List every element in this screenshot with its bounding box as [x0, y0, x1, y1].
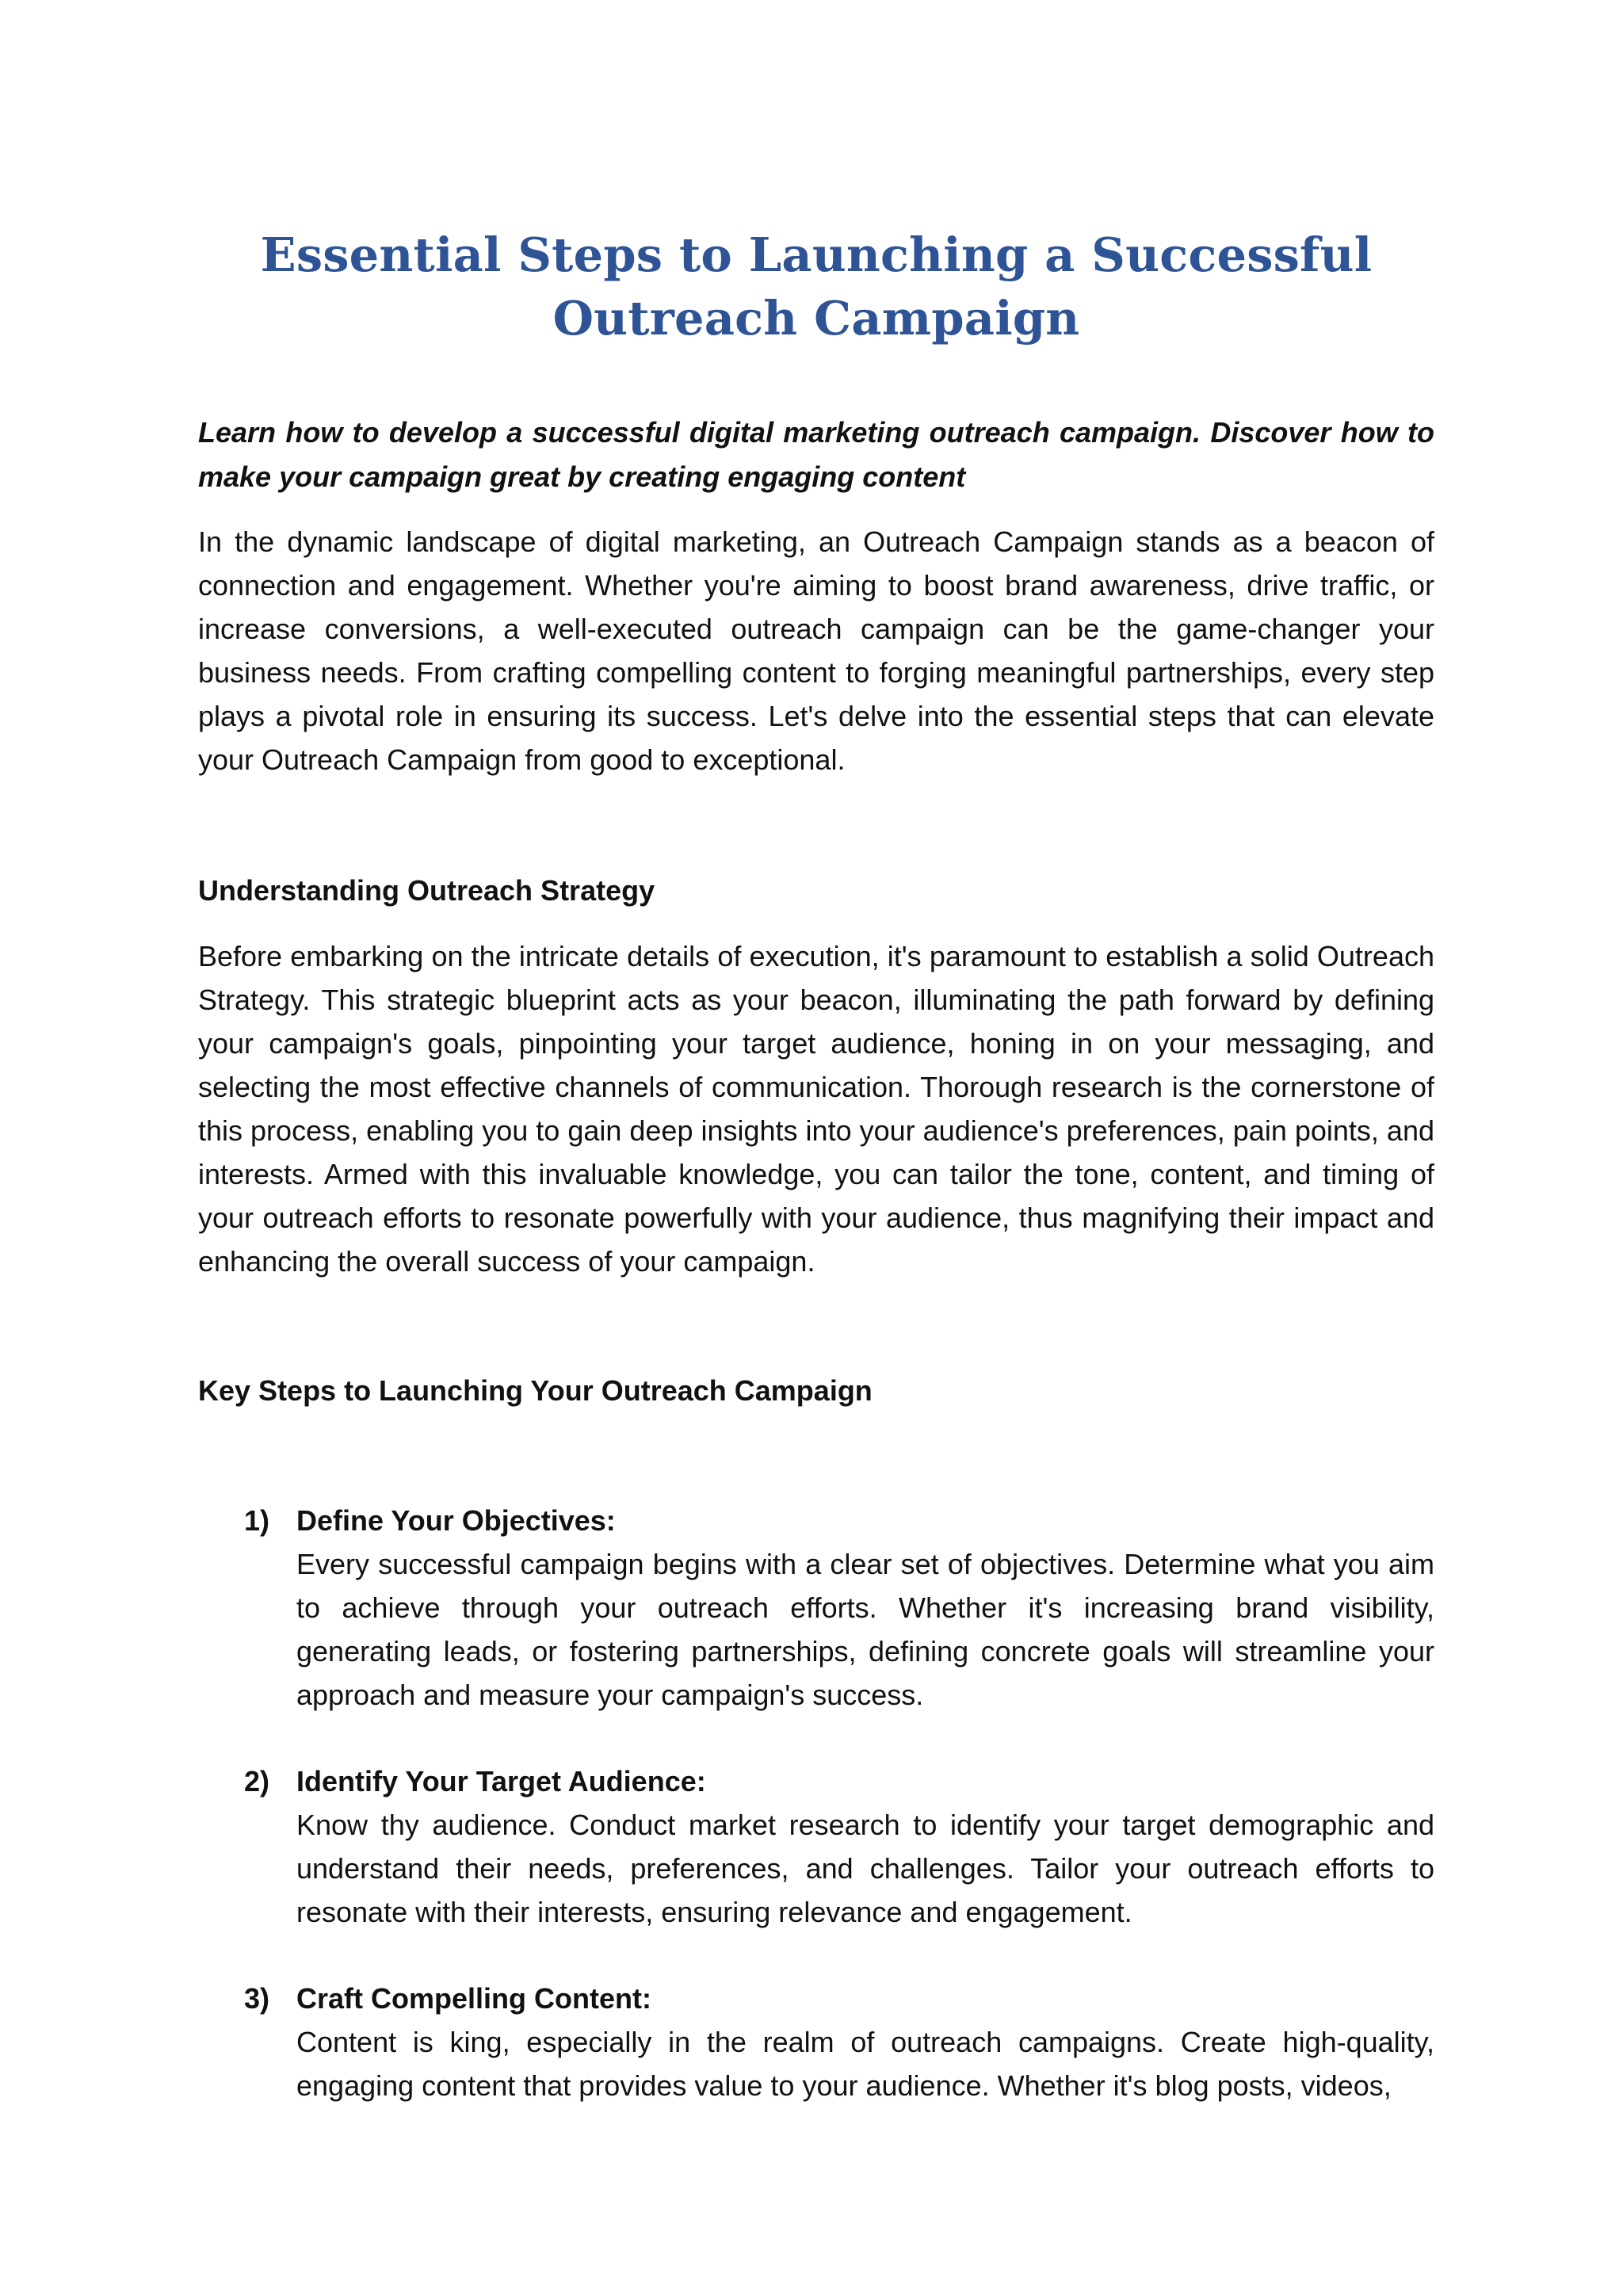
section-heading-outreach-strategy: Understanding Outreach Strategy: [198, 874, 655, 907]
step-number: 3): [244, 1982, 270, 2015]
step-title: Define Your Objectives:: [296, 1504, 616, 1537]
step-body: Every successful campaign begins with a clear set of objectives. Determine what you aim to achieve through your outreach efforts. Whether it's increasing brand visibility, generating leads, or fostering partnerships, defining concrete goals will streamline your approach and measure your campaign's success.: [296, 1548, 1434, 1711]
step-body: Know thy audience. Conduct market research to identify your target demographic and understand their needs, preferences, and challenges. Tailor your outreach efforts to resonate with their interests, ensuring relevance and engagement.: [296, 1809, 1434, 1928]
document-subtitle: Learn how to develop a successful digital marketing outreach campaign. Discover how to make your campaign great by creating engaging content: [198, 416, 1434, 493]
section-heading-key-steps: Key Steps to Launching Your Outreach Campaign: [198, 1374, 873, 1407]
step-title: Identify Your Target Audience:: [296, 1765, 706, 1797]
step-number: 1): [244, 1504, 270, 1537]
step-body: Content is king, especially in the realm of outreach campaigns. Create high-quality, engaging content that provides value to your audience. Whether it's blog posts, videos,: [296, 2026, 1434, 2102]
step-title: Craft Compelling Content:: [296, 1982, 651, 2015]
step-number: 2): [244, 1765, 270, 1797]
outreach-strategy-paragraph: Before embarking on the intricate details of execution, it's paramount to establish a solid Outreach Strategy. This strategic blueprint acts as your beacon, illuminating the path forward by defining your campaign's goals, pinpointing your target audience, honing in on your messaging, and selecting the most effective channels of communication. Thorough research is the cornerstone of this process, enabling you to gain deep insights into your audience's preferences, pain points, and interests. Armed with this invaluable knowledge, you can tailor the tone, content, and timing of your outreach efforts to resonate powerfully with your audience, thus magnifying their impact and enhancing the overall success of your campaign.: [198, 940, 1434, 1278]
intro-paragraph: In the dynamic landscape of digital marketing, an Outreach Campaign stands as a beacon of connection and engagement. Whether you're aiming to boost brand awareness, drive traffic, or increase conversions, a well-executed outreach campaign can be the game-changer your business needs. From crafting compelling content to forging meaningful partnerships, every step plays a pivotal role in ensuring its success. Let's delve into the essential steps that can elevate your Outreach Campaign from good to exceptional.: [198, 525, 1434, 776]
document-title: Essential Steps to Launching a Successful Outreach Campaign: [260, 227, 1373, 346]
